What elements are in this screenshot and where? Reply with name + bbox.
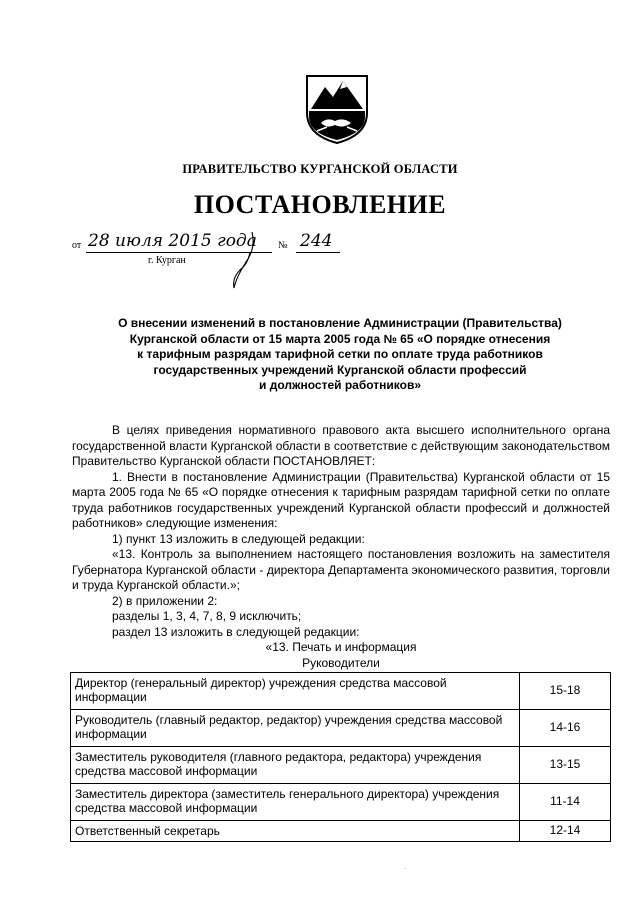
section-subtitle: Руководители: [302, 655, 380, 670]
document-title: [80, 316, 600, 394]
table-row: [71, 821, 611, 842]
control-clause-paragraph: «13. Контроль за выполнением настоящего постановления возложить на заместителя Губернатора Курганской области - директора Департамента экономического развития, торговли и труда Курганской области.»;: [72, 547, 610, 592]
position-cell: Ответственный секретарь: [71, 821, 520, 842]
coat-of-arms-icon: [303, 73, 371, 145]
positions-table: [70, 672, 611, 842]
title-line: Курганской области от 15 марта 2005 года № 65 «О порядке отнесения: [129, 331, 551, 346]
page-speck: ·: [404, 866, 406, 872]
table-row: [71, 673, 611, 710]
table-row: [71, 710, 611, 747]
document-body: [72, 423, 610, 671]
range-cell: 11-14: [520, 784, 611, 821]
position-cell: Руководитель (главный редактор, редактор) учреждения средства массовой информации: [71, 710, 520, 747]
range-cell: 14-16: [520, 710, 611, 747]
city: г. Курган: [148, 255, 186, 266]
document-number: 244: [300, 231, 333, 251]
number-prefix: №: [278, 240, 288, 251]
range-cell: 15-18: [520, 673, 611, 710]
government-name: ПРАВИТЕЛЬСТВО КУРГАНСКОЙ ОБЛАСТИ: [182, 162, 458, 176]
preamble-paragraph: В целях приведения нормативного правового акта высшего исполнительного органа государственной власти Курганской области в соответствие с действующим законодательством Правительство Курганской области ПОСТАНОВЛЯЕТ:: [72, 423, 610, 468]
range-cell: 12-14: [520, 821, 611, 842]
number-underline: [296, 252, 340, 253]
range-cell: 13-15: [520, 747, 611, 784]
subitem-1-paragraph: 1) пункт 13 изложить в следующей редакции:: [112, 531, 365, 546]
signature-mark-icon: [222, 228, 262, 290]
section-title: «13. Печать и информация: [265, 640, 417, 654]
subitem-2-paragraph: 2) в приложении 2:: [112, 593, 218, 608]
table-row: [71, 784, 611, 821]
date-prefix: от: [72, 240, 82, 251]
title-line: О внесении изменений в постановление Администрации (Правительства): [118, 316, 562, 330]
sections-exclude-paragraph: разделы 1, 3, 4, 7, 8, 9 исключить;: [112, 609, 302, 623]
table-row: [71, 747, 611, 784]
item-1-paragraph: 1. Внести в постановление Администрации (Правительства) Курганской области от 15 марта 2005 года № 65 «О порядке отнесения к тарифным разрядам тарифной сетки по оплате труда работников государственных учреждений Курганской области профессий и должностей работников» следующие изменения:: [72, 469, 610, 530]
position-cell: Директор (генеральный директор) учреждения средства массовой информации: [71, 673, 520, 710]
document-type: ПОСТАНОВЛЕНИЕ: [193, 190, 447, 219]
section-13-paragraph: раздел 13 изложить в следующей редакции:: [112, 624, 360, 639]
title-line: и должностей работников»: [258, 378, 422, 392]
title-line: государственных учреждений Курганской области профессий: [153, 362, 527, 377]
document-date: 28 июля 2015 года: [88, 231, 257, 251]
position-cell: Заместитель директора (заместитель генерального директора) учреждения средства массовой информации: [71, 784, 520, 821]
position-cell: Заместитель руководителя (главного редактора, редактора) учреждения средства массовой информации: [71, 747, 520, 784]
title-line: к тарифным разрядам тарифной сетки по оплате труда работников: [137, 347, 543, 361]
